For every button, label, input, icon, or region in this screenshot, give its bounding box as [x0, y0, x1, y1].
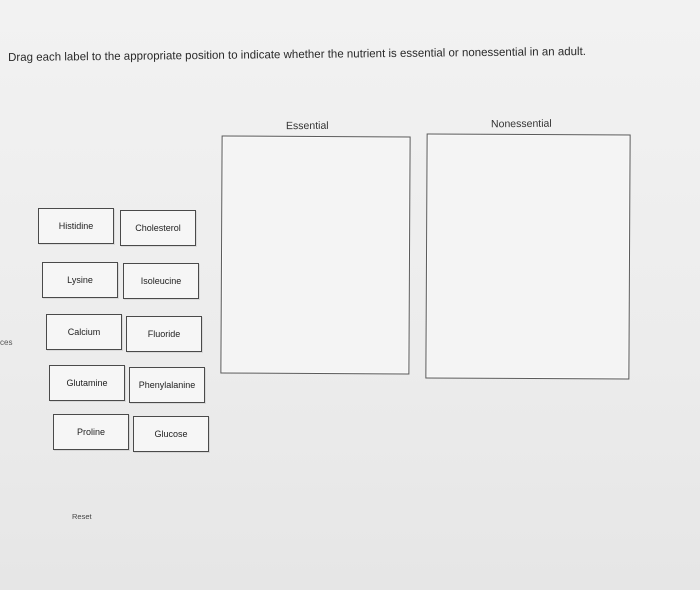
essential-drop-zone[interactable]	[220, 136, 410, 375]
label-fluoride[interactable]: Fluoride	[126, 316, 202, 352]
label-lysine[interactable]: Lysine	[42, 262, 118, 298]
side-fragment-text: ces	[0, 338, 13, 347]
essential-title: Essential	[285, 119, 329, 133]
label-glutamine[interactable]: Glutamine	[49, 365, 125, 401]
instruction-text: Drag each label to the appropriate position to indicate whether the nutrient is essential or nonessential in an adult.	[8, 45, 587, 64]
label-glucose[interactable]: Glucose	[133, 416, 209, 452]
label-isoleucine[interactable]: Isoleucine	[123, 263, 199, 299]
label-histidine[interactable]: Histidine	[38, 208, 114, 244]
label-calcium[interactable]: Calcium	[46, 314, 122, 350]
nonessential-title: Nonessential	[490, 117, 552, 131]
label-cholesterol[interactable]: Cholesterol	[120, 210, 196, 246]
label-proline[interactable]: Proline	[53, 414, 129, 450]
nonessential-drop-zone[interactable]	[425, 133, 630, 379]
reset-button[interactable]: Reset	[72, 512, 92, 521]
label-phenylalanine[interactable]: Phenylalanine	[129, 367, 205, 403]
